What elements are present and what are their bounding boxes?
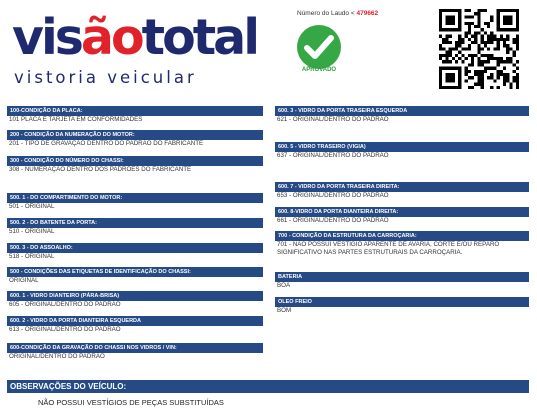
item-title: 300 - CONDIÇÃO DO NÚMERO DO CHASSI:: [7, 156, 263, 166]
item-value: 501 - ORIGINAL: [9, 203, 55, 210]
item-title: 500. 1 - DO COMPARTIMENTO DO MOTOR:: [7, 193, 263, 203]
item-title: 600. 1 - VIDRO DIANTEIRO (PÁRA-BRISA): [7, 291, 263, 301]
item-value: 518 - ORIGINAL: [9, 253, 55, 260]
observations-text: NÃO POSSUI VESTÍGIOS DE PEÇAS SUBSTITUÍDAS: [38, 398, 224, 407]
status-badge: APROVADO: [301, 67, 337, 73]
item-title: 500 - CONDIÇÕES DAS ETIQUETAS DE IDENTIFICAÇÃO DO CHASSI:: [7, 267, 263, 277]
inspection-item: [7, 343, 263, 361]
inspection-item: [275, 142, 529, 160]
logo-accent: ão: [80, 9, 142, 66]
item-title: 600. 5 - VIDRO TRASEIRO (VIGIA): [275, 142, 529, 152]
item-value: 661 - ORIGINAL/DENTRO DO PADRÃO: [277, 217, 389, 224]
item-value: 510 - ORIGINAL: [9, 228, 55, 235]
inspection-item: [275, 106, 529, 124]
item-value: 621 - ORIGINAL/DENTRO DO PADRÃO: [277, 116, 389, 123]
item-value: ORIGINAL: [9, 277, 39, 284]
logo-wordmark: visãototal: [12, 9, 258, 66]
qr-code-icon: [439, 9, 519, 89]
inspection-item: [7, 193, 263, 211]
item-title: 500. 3 - DO ASSOALHO:: [7, 243, 263, 253]
inspection-item: [275, 272, 529, 290]
inspection-item: [7, 291, 263, 309]
inspection-item: [7, 316, 263, 334]
item-value: 653 - ORIGINAL/DENTRO DO PADRÃO: [277, 192, 389, 199]
logo-tagline: vistoria veicular: [14, 68, 197, 87]
inspection-item: [7, 156, 263, 174]
item-title: 200 - CONDIÇÃO DA NUMERAÇÃO DO MOTOR:: [7, 130, 263, 140]
item-title: 600. 8-VIDRO DA PORTA DIANTEIRA DIREITA:: [275, 207, 529, 217]
item-value: 613 - ORIGINAL/DENTRO DO PADRÃO: [9, 326, 121, 333]
report-number-separator: <: [350, 10, 355, 17]
item-value: BOA: [277, 282, 291, 289]
inspection-item: [7, 130, 263, 148]
brand-logo: [12, 9, 262, 87]
item-title: 500. 2 - DO BATENTE DA PORTA:: [7, 218, 263, 228]
observations-title: OBSERVAÇÕES DO VEÍCULO:: [7, 380, 529, 393]
report-number: [297, 10, 378, 17]
item-value: 101 PLACA E TARJETA EM CONFORMIDADES: [9, 116, 143, 123]
inspection-item: [275, 297, 529, 315]
inspection-item: [275, 231, 529, 257]
inspection-item: [7, 106, 263, 124]
inspection-item: [7, 243, 263, 261]
item-value: 201 - TIPO DE GRAVAÇÃO DENTRO DO PADRÃO DO FABRICANTE: [9, 140, 204, 147]
item-value: 605 - ORIGINAL/DENTRO DO PADRÃO: [9, 301, 121, 308]
check-circle-icon: [296, 24, 342, 70]
item-value: 701 - NÃO POSSUI VESTÍGIO APARENTE DE AVARIA, CORTE E/OU REPARO SIGNIFICATIVO NAS PARTES ESTRUTURAIS DA CARROÇARIA.: [277, 241, 500, 256]
item-value: BOM: [277, 307, 292, 314]
item-title: 600. 2 - VIDRO DA PORTA DIANTEIRA ESQUERDA: [7, 316, 263, 326]
item-value: 308 - NUMERAÇÃO DENTRO DOS PADRÕES DO FABRICANTE: [9, 166, 192, 173]
item-value: 637 - ORIGINAL/DENTRO DO PADRÃO: [277, 152, 389, 159]
item-title: 600. 7 - VIDRO DA PORTA TRASEIRA DIREITA:: [275, 182, 529, 192]
item-title: 600-CONDIÇÃO DA GRAVAÇÃO DO CHASSI NOS VIDROS / VIN:: [7, 343, 263, 353]
inspection-item: [7, 218, 263, 236]
item-title: 700 - CONDIÇÃO DA ESTRUTURA DA CARROÇARIA:: [275, 231, 529, 241]
inspection-item: [7, 267, 263, 285]
inspection-item: [275, 182, 529, 200]
item-value: ORIGINAL/DENTRO DO PADRÃO: [9, 353, 105, 360]
item-title: 100-CONDIÇÃO DA PLACA:: [7, 106, 263, 116]
item-title: 600. 3 - VIDRO DA PORTA TRASEIRA ESQUERDA: [275, 106, 529, 116]
item-title: OLEO FREIO: [275, 297, 529, 307]
report-number-value: 479662: [356, 10, 379, 17]
report-number-label: Número do Laudo: [297, 10, 350, 17]
item-title: BATERIA: [275, 272, 529, 282]
inspection-item: [275, 207, 529, 225]
